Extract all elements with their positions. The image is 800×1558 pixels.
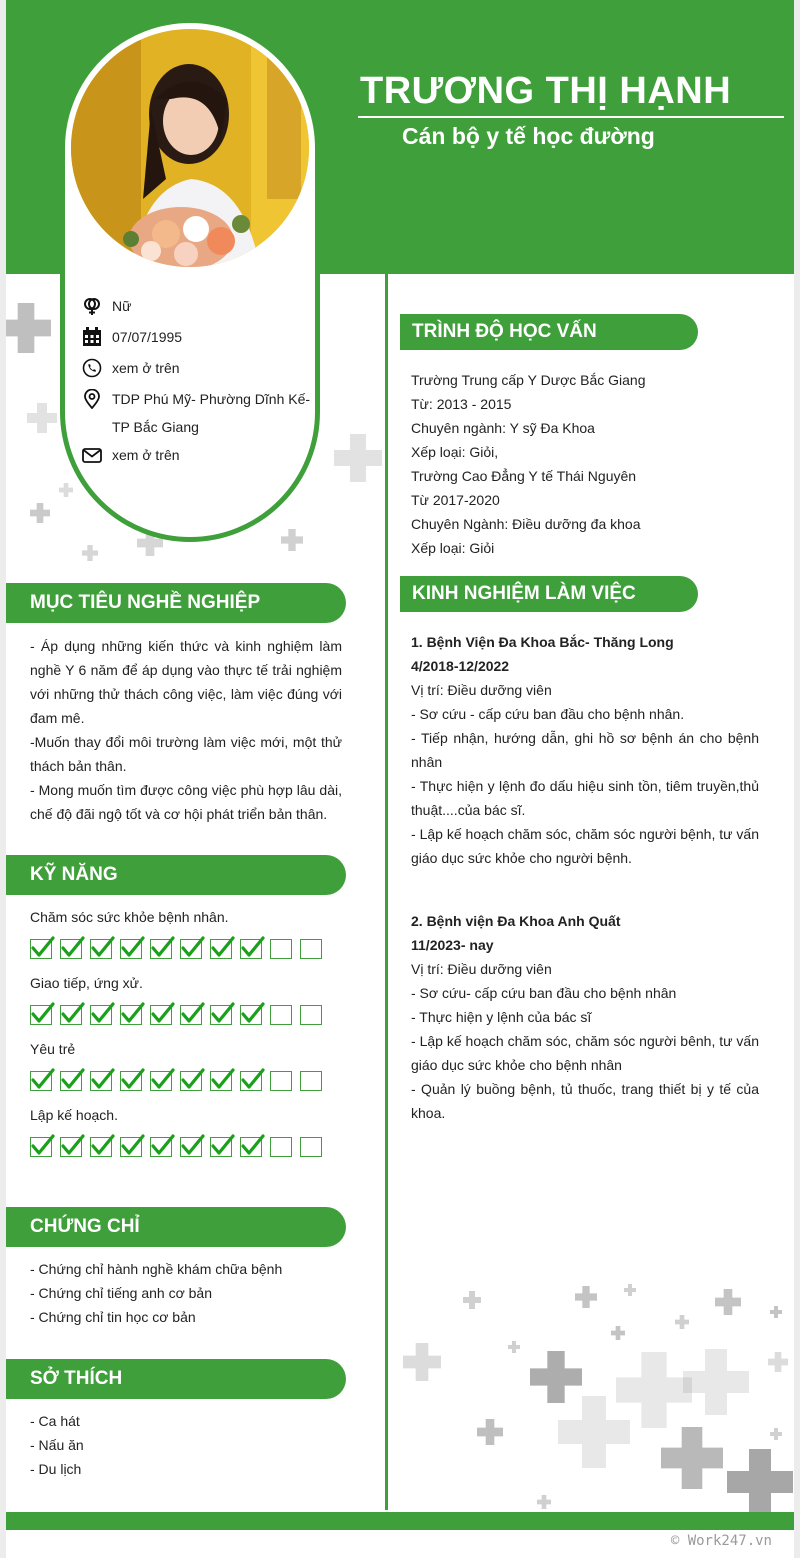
plus-cross-shape xyxy=(575,1286,597,1308)
plus-cross-shape xyxy=(463,1291,481,1309)
rating-box-checked xyxy=(180,1071,202,1091)
rating-box-empty xyxy=(270,1137,292,1157)
hobbies-heading: SỞ THÍCH xyxy=(6,1359,346,1399)
education-line: Từ: 2013 - 2015 xyxy=(411,396,512,412)
objective-line: - Áp dụng những kiến thức và kinh nghiệm làm nghề Y 6 năm để áp dụng vào thực tế trải nghiệm với những thử thách công việc, làm việc đúng với đam mê. xyxy=(30,638,342,726)
job-line: - Tiếp nhận, hướng dẫn, ghi hồ sơ bệnh án cho bệnh nhân xyxy=(411,730,759,770)
education-line: Xếp loại: Giỏi xyxy=(411,540,495,556)
candidate-name: TRƯƠNG THỊ HẠNH xyxy=(360,70,732,112)
skill-rating xyxy=(30,1137,342,1157)
column-divider xyxy=(385,274,388,1510)
job-line: - Thực hiện y lệnh của bác sĩ xyxy=(411,1009,592,1025)
job-line: Vị trí: Điều dưỡng viên xyxy=(411,961,552,977)
rating-box-empty xyxy=(300,1005,322,1025)
plus-cross-shape xyxy=(508,1341,520,1353)
gender-row xyxy=(82,292,312,323)
hobby-item: - Nấu ăn xyxy=(30,1437,84,1453)
rating-box-checked xyxy=(60,939,82,959)
job-line: - Lập kế hoạch chăm sóc, chăm sóc người bênh, tư vấn giáo dục sức khỏe cho bệnh nhân xyxy=(411,1033,759,1073)
gender-icon xyxy=(82,296,102,316)
plus-cross-shape xyxy=(403,1343,441,1381)
check-icon xyxy=(118,934,146,960)
rating-box-checked xyxy=(180,1005,202,1025)
rating-box-checked xyxy=(60,1005,82,1025)
plus-cross-shape xyxy=(59,483,73,497)
plus-cross-shape xyxy=(768,1352,788,1372)
rating-box-empty xyxy=(300,1137,322,1157)
check-icon xyxy=(238,1066,266,1092)
hobby-item: - Ca hát xyxy=(30,1413,80,1429)
check-icon xyxy=(88,934,116,960)
rating-box-checked xyxy=(90,939,112,959)
skill-rating xyxy=(30,1005,342,1025)
check-icon xyxy=(88,1066,116,1092)
check-icon xyxy=(238,1000,266,1026)
check-icon xyxy=(58,1066,86,1092)
plus-cross-shape xyxy=(30,503,50,523)
experience-job-1 xyxy=(411,630,759,870)
plus-cross-shape xyxy=(558,1396,630,1468)
rating-box-checked xyxy=(120,1137,142,1157)
rating-box-empty xyxy=(300,939,322,959)
rating-box-checked xyxy=(150,1071,172,1091)
rating-box-checked xyxy=(240,1005,262,1025)
experience-heading: KINH NGHIỆM LÀM VIỆC xyxy=(400,576,698,612)
plus-cross-shape xyxy=(715,1289,741,1315)
objective-line: -Muốn thay đổi môi trường làm việc mới, một thử thách bản thân. xyxy=(30,734,342,774)
calendar-icon xyxy=(82,327,102,347)
skill-label: Giao tiếp, ứng xử. xyxy=(30,975,143,991)
job-company: 2. Bệnh viện Đa Khoa Anh Quất xyxy=(411,913,621,929)
rating-box-checked xyxy=(210,1005,232,1025)
location-icon xyxy=(82,389,102,409)
check-icon xyxy=(178,934,206,960)
plus-cross-shape xyxy=(624,1284,636,1296)
check-icon xyxy=(118,1132,146,1158)
rating-box-checked xyxy=(90,1137,112,1157)
job-line: - Lập kế hoạch chăm sóc, chăm sóc người bệnh, tư vấn giáo dục sức khỏe cho người bệnh. xyxy=(411,826,759,866)
rating-box-checked xyxy=(30,1137,52,1157)
check-icon xyxy=(88,1000,116,1026)
check-icon xyxy=(118,1000,146,1026)
plus-cross-shape xyxy=(770,1306,782,1318)
job-title: Cán bộ y tế học đường xyxy=(402,123,655,149)
check-icon xyxy=(28,1132,56,1158)
rating-box-checked xyxy=(240,939,262,959)
address-text: TDP Phú Mỹ- Phường Dĩnh Kế- TP Bắc Giang xyxy=(112,391,311,435)
rating-box-checked xyxy=(150,939,172,959)
rating-box-checked xyxy=(210,1137,232,1157)
certificates-heading: CHỨNG CHỈ xyxy=(6,1207,346,1247)
rating-box-checked xyxy=(150,1005,172,1025)
check-icon xyxy=(208,934,236,960)
check-icon xyxy=(178,1066,206,1092)
job-line: - Sơ cứu- cấp cứu ban đầu cho bệnh nhân xyxy=(411,985,677,1001)
check-icon xyxy=(148,1000,176,1026)
address-row xyxy=(82,385,312,441)
check-icon xyxy=(178,1132,206,1158)
plus-cross-shape xyxy=(537,1495,551,1509)
rating-box-checked xyxy=(210,1071,232,1091)
plus-cross-shape xyxy=(611,1326,625,1340)
rating-box-empty xyxy=(270,1005,292,1025)
rating-box-checked xyxy=(180,1137,202,1157)
certificate-item: - Chứng chỉ hành nghề khám chữa bệnh xyxy=(30,1261,283,1277)
footer-bar xyxy=(6,1512,794,1530)
rating-box-checked xyxy=(120,1005,142,1025)
skill-item xyxy=(30,1103,342,1157)
education-line: Trường Cao Đẳng Y tế Thái Nguyên xyxy=(411,468,637,484)
rating-box-checked xyxy=(30,1071,52,1091)
skill-label: Lập kế hoạch. xyxy=(30,1107,118,1123)
plus-cross-shape xyxy=(27,403,57,433)
check-icon xyxy=(238,1132,266,1158)
plus-cross-shape xyxy=(477,1419,503,1445)
plus-cross-shape xyxy=(281,529,303,551)
objective-text xyxy=(30,634,342,826)
rating-box-checked xyxy=(30,1005,52,1025)
job-period: 11/2023- nay xyxy=(411,937,494,953)
check-icon xyxy=(88,1132,116,1158)
check-icon xyxy=(118,1066,146,1092)
plus-cross-shape xyxy=(770,1428,782,1440)
check-icon xyxy=(208,1132,236,1158)
skill-item xyxy=(30,905,342,959)
check-icon xyxy=(208,1000,236,1026)
plus-cross-shape xyxy=(661,1427,723,1489)
watermark: © Work247.vn xyxy=(670,1533,772,1549)
avatar-photo xyxy=(68,26,312,270)
rating-box-empty xyxy=(270,1071,292,1091)
rating-box-checked xyxy=(60,1071,82,1091)
job-line: - Thực hiện y lệnh đo dấu hiệu sinh tồn, tiêm truyền,thủ thuật....của bác sĩ. xyxy=(411,778,759,818)
check-icon xyxy=(238,934,266,960)
job-line: - Quản lý buồng bệnh, tủ thuốc, trang thiết bị y tế của khoa. xyxy=(411,1081,759,1121)
job-period: 4/2018-12/2022 xyxy=(411,658,510,674)
skill-rating xyxy=(30,939,342,959)
check-icon xyxy=(28,1000,56,1026)
skill-label: Chăm sóc sức khỏe bệnh nhân. xyxy=(30,909,229,925)
check-icon xyxy=(148,1066,176,1092)
hobby-item: - Du lịch xyxy=(30,1461,82,1477)
education-line: Chuyên ngành: Y sỹ Đa Khoa xyxy=(411,420,595,436)
education-line: Chuyên Ngành: Điều dưỡng đa khoa xyxy=(411,516,641,532)
rating-box-checked xyxy=(30,939,52,959)
education-line: Từ 2017-2020 xyxy=(411,492,500,508)
check-icon xyxy=(28,1066,56,1092)
skills-heading: KỸ NĂNG xyxy=(6,855,346,895)
birthday-text: 07/07/1995 xyxy=(112,329,183,345)
education-text xyxy=(411,368,759,560)
check-icon xyxy=(148,934,176,960)
plus-cross-shape xyxy=(727,1449,793,1515)
phone-row xyxy=(82,354,312,385)
certificate-item: - Chứng chỉ tiếng anh cơ bản xyxy=(30,1285,212,1301)
rating-box-checked xyxy=(240,1137,262,1157)
plus-cross-shape xyxy=(6,303,51,353)
phone-icon xyxy=(82,358,102,378)
certificates-list xyxy=(30,1257,342,1329)
skill-item xyxy=(30,971,342,1025)
email-row xyxy=(82,441,312,472)
rating-box-checked xyxy=(60,1137,82,1157)
plus-cross-shape xyxy=(530,1351,582,1403)
objective-line: - Mong muốn tìm được công việc phù hợp lâu dài, chế độ đãi ngộ tốt và cơ hội phát triển bản thân. xyxy=(30,782,342,822)
check-icon xyxy=(208,1066,236,1092)
check-icon xyxy=(148,1132,176,1158)
phone-text: xem ở trên xyxy=(112,360,180,376)
skill-rating xyxy=(30,1071,342,1091)
skill-label: Yêu trẻ xyxy=(30,1041,76,1057)
gender-text: Nữ xyxy=(112,298,132,314)
rating-box-checked xyxy=(120,1071,142,1091)
objective-heading: MỤC TIÊU NGHỀ NGHIỆP xyxy=(6,583,346,623)
rating-box-checked xyxy=(120,939,142,959)
plus-cross-shape xyxy=(675,1315,689,1329)
experience-job-2 xyxy=(411,909,759,1125)
rating-box-checked xyxy=(90,1005,112,1025)
email-icon xyxy=(82,445,102,465)
hobbies-list xyxy=(30,1409,342,1481)
plus-cross-shape xyxy=(616,1352,692,1428)
rating-box-checked xyxy=(150,1137,172,1157)
job-company: 1. Bệnh Viện Đa Khoa Bắc- Thăng Long xyxy=(411,634,674,650)
check-icon xyxy=(58,1132,86,1158)
cv-page xyxy=(6,0,794,1558)
check-icon xyxy=(58,934,86,960)
email-text: xem ở trên xyxy=(112,447,180,463)
plus-cross-shape xyxy=(683,1349,749,1415)
check-icon xyxy=(178,1000,206,1026)
education-heading: TRÌNH ĐỘ HỌC VẤN xyxy=(400,314,698,350)
rating-box-empty xyxy=(270,939,292,959)
contact-info xyxy=(82,292,312,472)
plus-cross-shape xyxy=(82,545,98,561)
skill-item xyxy=(30,1037,342,1091)
job-line: - Sơ cứu - cấp cứu ban đầu cho bệnh nhân. xyxy=(411,706,685,722)
rating-box-checked xyxy=(210,939,232,959)
rating-box-checked xyxy=(90,1071,112,1091)
education-line: Xếp loại: Giỏi, xyxy=(411,444,499,460)
rating-box-checked xyxy=(180,939,202,959)
check-icon xyxy=(58,1000,86,1026)
rating-box-empty xyxy=(300,1071,322,1091)
skills-list xyxy=(30,905,342,1169)
education-line: Trường Trung cấp Y Dược Bắc Giang xyxy=(411,372,646,388)
birthday-row xyxy=(82,323,312,354)
check-icon xyxy=(28,934,56,960)
rating-box-checked xyxy=(240,1071,262,1091)
certificate-item: - Chứng chỉ tin học cơ bản xyxy=(30,1309,196,1325)
name-underline xyxy=(358,116,784,118)
job-line: Vị trí: Điều dưỡng viên xyxy=(411,682,552,698)
plus-cross-shape xyxy=(334,434,382,482)
